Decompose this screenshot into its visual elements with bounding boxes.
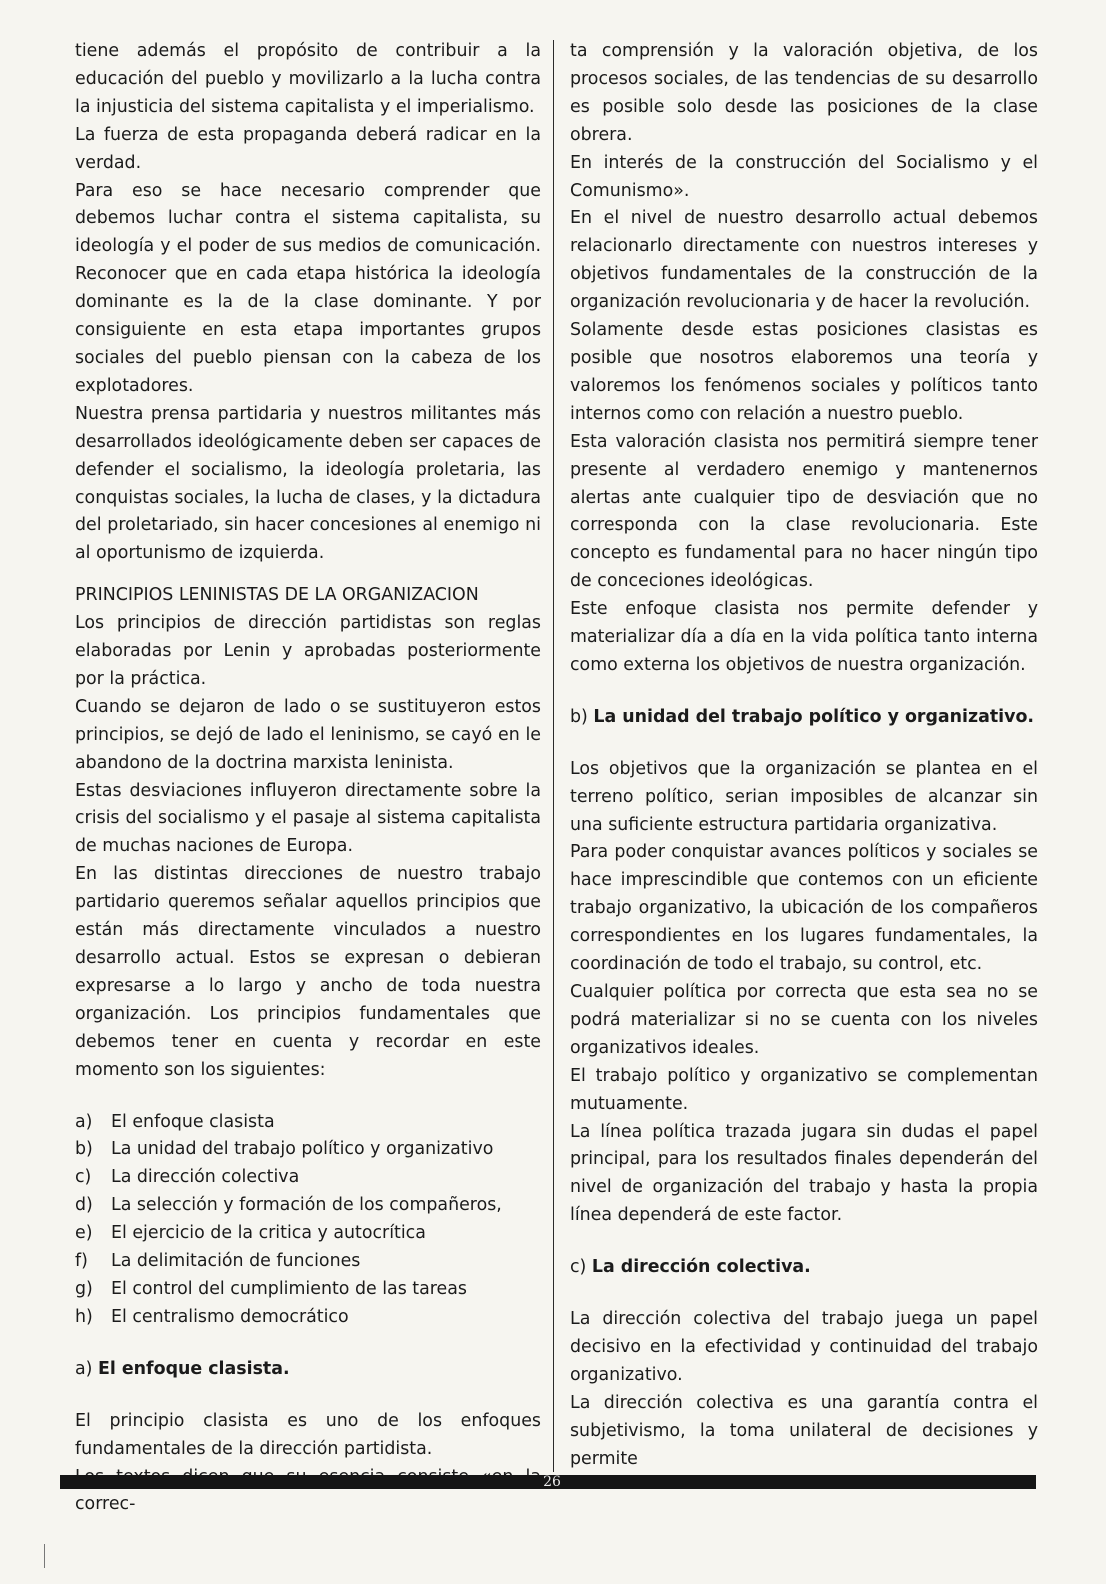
subheading-prefix: b) (570, 706, 594, 727)
list-text: El enfoque clasista (111, 1111, 275, 1132)
paragraph: Los principios de dirección partidistas son reglas elaboradas por Lenin y aprobadas posteriormente por la práctica. (75, 613, 541, 689)
margin-mark (44, 1544, 45, 1568)
paragraph: Este enfoque clasista nos permite defender y materializar día a día en la vida política tanto interna como externa los objetivos de nuestra organización. (570, 599, 1038, 675)
spacer (75, 568, 541, 582)
subheading (75, 1356, 541, 1384)
paragraph: tiene además el propósito de contribuir a la educación del pueblo y movilizarlo a la lucha contra la injusticia del sistema capitalista y el imperialismo. (75, 41, 541, 117)
list-text: El control del cumplimiento de las tareas (111, 1278, 467, 1299)
list-item (75, 1220, 541, 1248)
list-text: El centralismo democrático (111, 1306, 349, 1327)
list-item (75, 1276, 541, 1304)
spacer (570, 1230, 1038, 1254)
paragraph: Para poder conquistar avances políticos y sociales se hace imprescindible que contemos con un eficiente trabajo organizativo, la ubicación de los compañeros correspondientes en los lugares fundamentales, la coordinación de todo el trabajo, su control, etc. (570, 842, 1038, 975)
subheading-prefix: a) (75, 1358, 98, 1379)
subheading-title: La unidad del trabajo político y organizativo. (593, 706, 1035, 727)
paragraph: En interés de la construcción del Socialismo y el Comunismo». (570, 152, 1038, 201)
spacer (75, 1384, 541, 1408)
list-item (75, 1248, 541, 1276)
list-item (75, 1136, 541, 1164)
list-letter: g) (75, 1278, 93, 1299)
paragraph: La línea política trazada jugara sin dudas el papel principal, para los resultados finales dependerán del nivel de organización del trabajo y hasta la propia línea dependerá de este factor. (570, 1121, 1038, 1226)
list-letter: c) (75, 1167, 92, 1188)
list-letter: b) (75, 1139, 93, 1160)
list-text: La dirección colectiva (111, 1167, 300, 1188)
list-letter: d) (75, 1195, 93, 1216)
subheading (570, 704, 1038, 732)
list-letter: f) (75, 1251, 88, 1272)
list-letter: e) (75, 1223, 93, 1244)
paragraph: En el nivel de nuestro desarrollo actual debemos relacionarlo directamente con nuestros intereses y objetivos fundamentales de la construcción de la organización revolucionaria y de hacer la revolución. (570, 208, 1038, 313)
paragraph: Esta valoración clasista nos permitirá siempre tener presente al verdadero enemigo y mantenernos alertas ante cualquier tipo de desviación que no corresponda con la clase revolucionaria. Este concepto es fundamental para no hacer ningún tipo de conceciones ideológicas. (570, 431, 1038, 592)
paragraph: En las distintas direcciones de nuestro trabajo partidario queremos señalar aquellos principios que están más directamente vinculados a nuestro desarrollo actual. Estos se expresan o debieran expresarse a lo largo y ancho de toda nuestra organización. Los principios fundamentales que debemos tener en cuenta y recordar en este momento son los siguientes: (75, 864, 541, 1080)
list-text: La selección y formación de los compañeros, (111, 1195, 502, 1216)
page-number: 26 (543, 1474, 561, 1490)
left-column (75, 38, 541, 1519)
spacer (570, 732, 1038, 756)
paragraph: El principio clasista es uno de los enfoques fundamentales de la dirección partidista. (75, 1410, 541, 1459)
paragraph: ta comprensión y la valoración objetiva, de los procesos sociales, de las tendencias de su desarrollo es posible solo desde las posiciones de la clase obrera. (570, 41, 1038, 145)
paragraph: Cuando se dejaron de lado o se sustituyeron estos principios, se dejó de lado el leninismo, se cayó en le abandono de la doctrina marxista leninista. (75, 696, 541, 773)
principles-list (75, 1109, 541, 1332)
spacer (75, 1085, 541, 1109)
paragraph: Cualquier política por correcta que esta sea no se podrá materializar si no se cuenta con los niveles organizativos ideales. (570, 982, 1038, 1058)
subheading-title: La dirección colectiva. (591, 1257, 811, 1278)
list-item (75, 1192, 541, 1220)
paragraph: Solamente desde estas posiciones clasistas es posible que nosotros elaboremos una teoría y valoremos los fenómenos sociales y políticos tanto internos como con relación a nuestro pueblo. (570, 320, 1038, 424)
section-heading: PRINCIPIOS LENINISTAS DE LA ORGANIZACION (75, 585, 479, 606)
list-item (75, 1164, 541, 1192)
spacer (570, 1282, 1038, 1306)
paragraph: correc- (75, 1494, 136, 1515)
paragraph: La dirección colectiva del trabajo juega un papel decisivo en la efectividad y continuidad del trabajo organizativo. (570, 1309, 1038, 1385)
list-text: El ejercicio de la critica y autocrítica (111, 1223, 426, 1244)
paragraph: Estas desviaciones influyeron directamente sobre la crisis del socialismo y el pasaje al sistema capitalista de muchas naciones de Europa. (75, 780, 541, 857)
paragraph: Nuestra prensa partidaria y nuestros militantes más desarrollados ideológicamente deben ser capaces de defender el socialismo, la ideología proletaria, las conquistas sociales, la lucha de clases, y la dictadura del proletariado, sin hacer concesiones al enemigo ni al oportunismo de izquierda. (75, 403, 541, 564)
subheading-title: El enfoque clasista. (97, 1358, 290, 1379)
paragraph: La fuerza de esta propaganda deberá radicar en la verdad. (75, 124, 541, 173)
paragraph: La dirección colectiva es una garantía contra el subjetivismo, la toma unilateral de decisiones y permite (570, 1392, 1038, 1469)
list-item (75, 1304, 541, 1332)
list-letter: h) (75, 1306, 93, 1327)
right-column (570, 38, 1038, 1474)
paragraph: Para eso se hace necesario comprender que debemos luchar contra el sistema capitalista, su ideología y el poder de sus medios de comunicación. Reconocer que en cada etapa histórica la ideología dominante es la de la clase dominante. Y por consiguiente en esta etapa importantes grupos sociales del pueblo piensan con la cabeza de los explotadores. (75, 180, 541, 396)
list-text: La unidad del trabajo político y organizativo (111, 1139, 494, 1160)
subheading (570, 1254, 1038, 1282)
list-letter: a) (75, 1111, 93, 1132)
spacer (75, 1332, 541, 1356)
column-divider (553, 40, 554, 1472)
list-item (75, 1109, 541, 1137)
paragraph: El trabajo político y organizativo se complementan mutuamente. (570, 1065, 1038, 1114)
paragraph: Los objetivos que la organización se plantea en el terreno político, serian imposibles de alcanzar sin una suficiente estructura partidaria organizativa. (570, 758, 1038, 835)
spacer (570, 680, 1038, 704)
subheading-prefix: c) (570, 1257, 592, 1278)
list-text: La delimitación de funciones (111, 1251, 361, 1272)
